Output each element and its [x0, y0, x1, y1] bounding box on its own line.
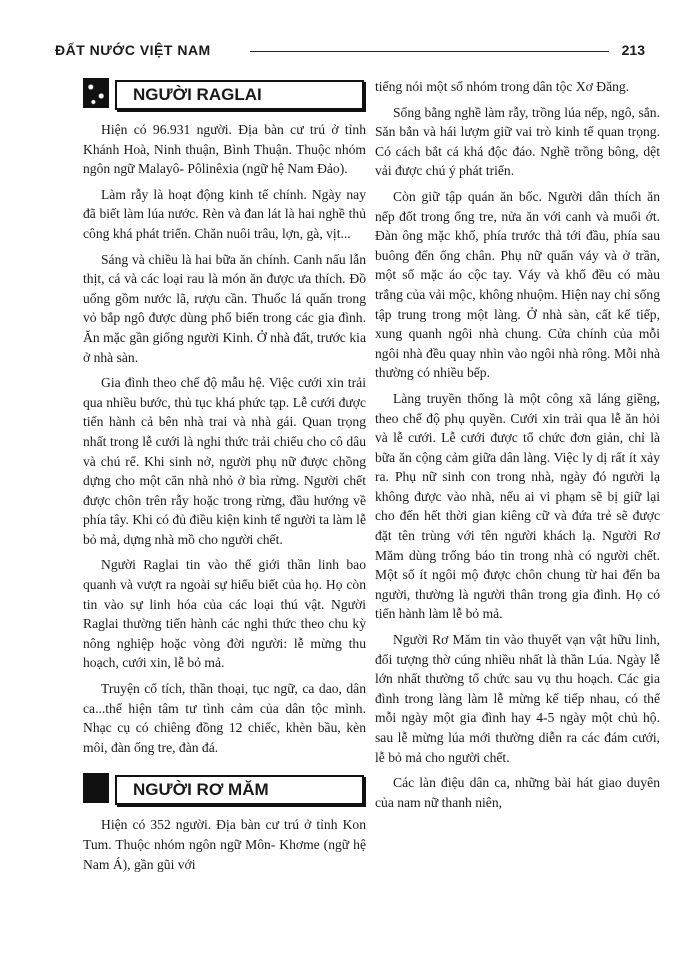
header-rule: [250, 51, 609, 52]
right-column: [375, 77, 660, 818]
heading-box: [115, 775, 364, 805]
paragraph: Hiện có 352 người. Địa bàn cư trú ở tỉnh Kon Tum. Thuộc nhóm ngôn ngữ Môn- Khơme (ngữ hệ Nam Á), gần gũi với: [83, 817, 366, 872]
paragraph: Còn giữ tập quán ăn bốc. Người dân thích ăn nếp đốt trong ống tre, nửa ăn với canh và muối ớt. Đàn ông mặc khố, phía trước thả tới đầu, phía sau buông đến ống chân. Phụ nữ quấn váy và ở trần, một số mặc áo cộc tay. Váy và khố đều có màu trắng của vải mộc, không nhuộm. Hiện nay chỉ sống tập trung trong một làng. Ở nhà sàn, cất kế tiếp, xung quanh ngôi nhà chung. Cửa chính của mỗi ngôi nhà đều quay nhìn vào ngôi nhà rông. Mỗi nhà thường có nhiều bếp.: [375, 188, 660, 381]
paragraph: Người Raglai tin vào thế giới thần linh bao quanh và vượt ra ngoài sự hiểu biết của họ. Họ còn tin vào sự linh hóa của các loại thú vật. Người Raglai thường tiến hành các nghi thức theo chu kỳ nông nghiệp hoặc vòng đời người: lễ mừng thu hoạch, cưới xin, lễ bỏ mả.: [83, 557, 366, 671]
running-title: ĐẤT NƯỚC VIỆT NAM: [55, 42, 211, 58]
running-header: [55, 42, 645, 62]
left-column: [83, 76, 366, 880]
paragraph: Truyện cổ tích, thần thoại, tục ngữ, ca dao, dân ca...thể hiện tâm tư tình cảm của dân tộc mình. Nhạc cụ có chiêng đồng 12 chiếc, khèn bầu, kèn môi, đàn ống tre, đàn đá.: [83, 681, 366, 755]
ethnic-portrait-icon: [83, 773, 109, 803]
paragraph: Người Rơ Măm tin vào thuyết vạn vật hữu linh, đối tượng thờ cúng nhiều nhất là thần Lúa. Ngày lễ lớn nhất thường tổ chức sau vụ thu hoạch. Các gia đình trong làng làm lễ mừng kế tiếp nhau, có thể mỗi ngày một gia đình hay 4-5 ngày một chủ hộ. sau lễ mừng lúa mới thường diễn ra các đám cưới, lễ bỏ mả cho người chết.: [375, 632, 660, 765]
section-heading-raglai: [83, 76, 366, 114]
paragraph: Hiện có 96.931 người. Địa bàn cư trú ở tỉnh Khánh Hoà, Ninh thuận, Bình Thuận. Thuộc nhóm ngôn ngữ Malayô- Pôlinêxia (ngữ hệ Nam Đảo).: [83, 122, 366, 177]
paragraph: Sáng và chiều là hai bữa ăn chính. Canh nấu lẫn thịt, cá và các loại rau là món ăn được ưa thích. Đồ uống gồm nước lã, rượu cần. Thuốc lá quấn trong vỏ bắp ngô được dùng phổ biến trong các gia đình. Ăn mặc gần giống người Kinh. Ở nhà đất, trước kia ở nhà sàn.: [83, 251, 366, 365]
paragraph: tiếng nói một số nhóm trong dân tộc Xơ Đăng.: [375, 79, 630, 94]
paragraph: Các làn điệu dân ca, những bài hát giao duyên của nam nữ thanh niên,: [375, 775, 660, 810]
paragraph: Sống bằng nghề làm rẫy, trồng lúa nếp, ngô, sắn. Săn bắn và hái lượm giữ vai trò kinh tế quan trọng. Có cách bắt cá khá độc đáo. Nghề trồng bông, dệt vải được chú ý phát triển.: [375, 104, 660, 179]
section-heading-romam: [83, 771, 366, 809]
heading-box: [115, 80, 364, 110]
heading-text: NGƯỜI RƠ MĂM: [133, 780, 269, 800]
heading-text: NGƯỜI RAGLAI: [133, 85, 262, 104]
ethnic-pattern-icon: [83, 78, 109, 108]
paragraph: Gia đình theo chế độ mẫu hệ. Việc cưới xin trải qua nhiều bước, thủ tục khá phức tạp. Lễ cưới được tiến hành cả bên nhà trai và nhà gái. Quan trọng nhất trong lễ cưới là nghi thức trải chiếu cho cô dâu và chú rể. Khi sinh nở, người phụ nữ được chồng dựng cho một căn nhà nhỏ ở bìa rừng. Người chết được chôn trên rẫy hoặc trong rừng, đầu hướng về phía tây. Khi có đủ điều kiện kinh tế người ta làm lễ bỏ mả, dựng nhà mồ cho người chết.: [83, 375, 366, 547]
paragraph: Làng truyền thống là một công xã láng giềng, theo chế độ phụ quyền. Cưới xin trải qua lễ ăn hỏi và lễ cưới. Lễ cưới được tổ chức đơn giản, chỉ là bữa ăn cộng cảm giữa dân làng. Việc ly dị rất ít xảy ra. Phụ nữ sinh con trong nhà, ngày đó người lạ không được vào nhà, nếu ai vi phạm sẽ bị giữ lại cho đến hết thời gian kiêng cữ và đứa trẻ sẽ được đặt tên trùng với tên người khách lạ. Người Rơ Măm dùng trống báo tin trong nhà có người chết. Một số ít ngôi mộ được chôn chung từ hai đến ba người, thường là người thân trong gia đình. Họ có tiến hành làm lễ bỏ mả.: [375, 390, 660, 622]
page-number: 213: [621, 42, 645, 58]
paragraph: Làm rẫy là hoạt động kinh tế chính. Ngày nay đã biết làm lúa nước. Rèn và đan lát là hai nghề thủ công khá phát triển. Chăn nuôi trâu, lợn, gà, vịt...: [83, 186, 366, 241]
